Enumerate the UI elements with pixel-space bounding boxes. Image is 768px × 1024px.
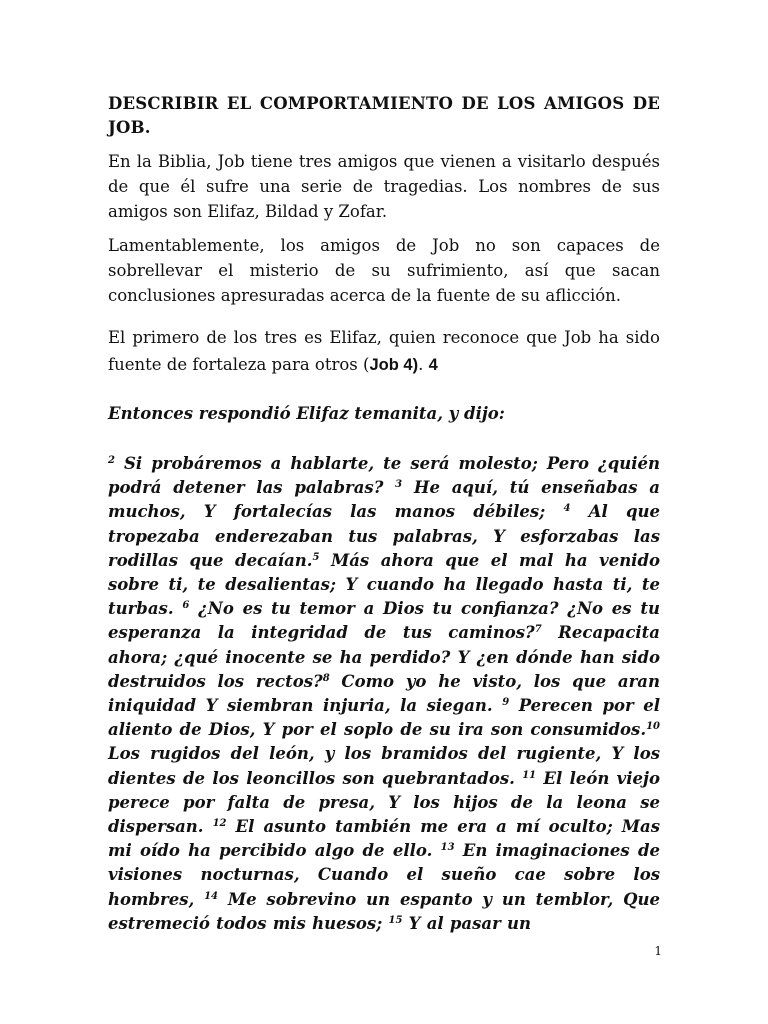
verse-text: Si probáremos a hablarte, te será molesto; Pero ¿quién podrá detener las palabras? <box>108 454 660 498</box>
verse-text: Más ahora que el mal ha venido sobre ti, te desalientas; Y cuando ha llegado hasta ti, te turbas. <box>108 550 660 619</box>
page-content <box>108 92 660 936</box>
reference-separator: . <box>418 355 429 374</box>
verse-number: 13 <box>440 842 455 854</box>
verse-text: Los rugidos del león, y los bramidos del rugiente, Y los dientes de los leoncillos son quebrantados. <box>108 744 660 788</box>
verse-number: 11 <box>522 769 537 781</box>
verse-number: 10 <box>646 721 660 733</box>
page-number: 1 <box>654 944 662 958</box>
paragraph-friends: Lamentablemente, los amigos de Job no son capaces de sobrellevar el misterio de su sufrimiento, así que sacan conclusiones apresuradas acerca de la fuente de su aflicción. <box>108 236 660 305</box>
verse-text: He aquí, tú enseñabas a muchos, Y fortalecías las manos débiles; <box>108 478 660 522</box>
chapter-number: 4 <box>428 356 438 374</box>
verse-number: 15 <box>388 914 403 926</box>
verse-block <box>108 452 660 936</box>
verse-text: En imaginaciones de visiones nocturnas, Cuando el sueño cae sobre los hombres, <box>108 841 660 909</box>
paragraph-elifaz-text: El primero de los tres es Elifaz, quien reconoce que Job ha sido fuente de fortaleza para otros ( <box>108 328 660 374</box>
verse-number: 9 <box>502 697 510 709</box>
paragraph-intro: En la Biblia, Job tiene tres amigos que vienen a visitarlo después de que él sufre una serie de tragedias. Los nombres de sus amigos son Elifaz, Bildad y Zofar. <box>108 152 660 221</box>
verse-number: 4 <box>563 503 571 515</box>
verse-text: El asunto también me era a mí oculto; Mas mi oído ha percibido algo de ello. <box>108 817 660 861</box>
job-4-reference: Job 4) <box>369 356 419 374</box>
verse-number: 8 <box>322 672 330 684</box>
verse-number: 14 <box>204 890 218 902</box>
document-heading: DESCRIBIR EL COMPORTAMIENTO DE LOS AMIGOS DE JOB. <box>108 94 660 137</box>
verse-intro: Entonces respondió Elifaz temanita, y dijo: <box>108 404 505 423</box>
verse-text: Perecen por el aliento de Dios, Y por el soplo de su ira son consumidos. <box>108 696 661 740</box>
paragraph-elifaz <box>108 324 660 379</box>
verse-text: Al que tropezaba enderezaban tus palabras, Y esforzabas las rodillas que decaían. <box>108 502 660 570</box>
verse-text: El león viejo perece por falta de presa, Y los hijos de la leona se dispersan. <box>108 768 660 837</box>
verse-text: Como yo he visto, los que aran iniquidad Y siembran injuria, la siegan. <box>108 671 660 716</box>
verse-number: 6 <box>182 600 190 612</box>
verse-text: Me sobrevino un espanto y un temblor, Que estremeció todos mis huesos; <box>108 889 660 933</box>
verse-text: Recapacita ahora; ¿qué inocente se ha perdido? Y ¿en dónde han sido destruidos los rectos? <box>108 623 660 691</box>
verse-text: ¿No es tu temor a Dios tu confianza? ¿No es tu esperanza la integridad de tus caminos? <box>108 599 660 643</box>
verse-number: 12 <box>212 818 227 830</box>
verse-text: Y al pasar un <box>402 913 532 933</box>
verse-number: 7 <box>534 624 542 636</box>
verse-number: 5 <box>312 551 320 563</box>
verse-number: 3 <box>395 479 403 491</box>
verse-number: 2 <box>108 455 115 466</box>
